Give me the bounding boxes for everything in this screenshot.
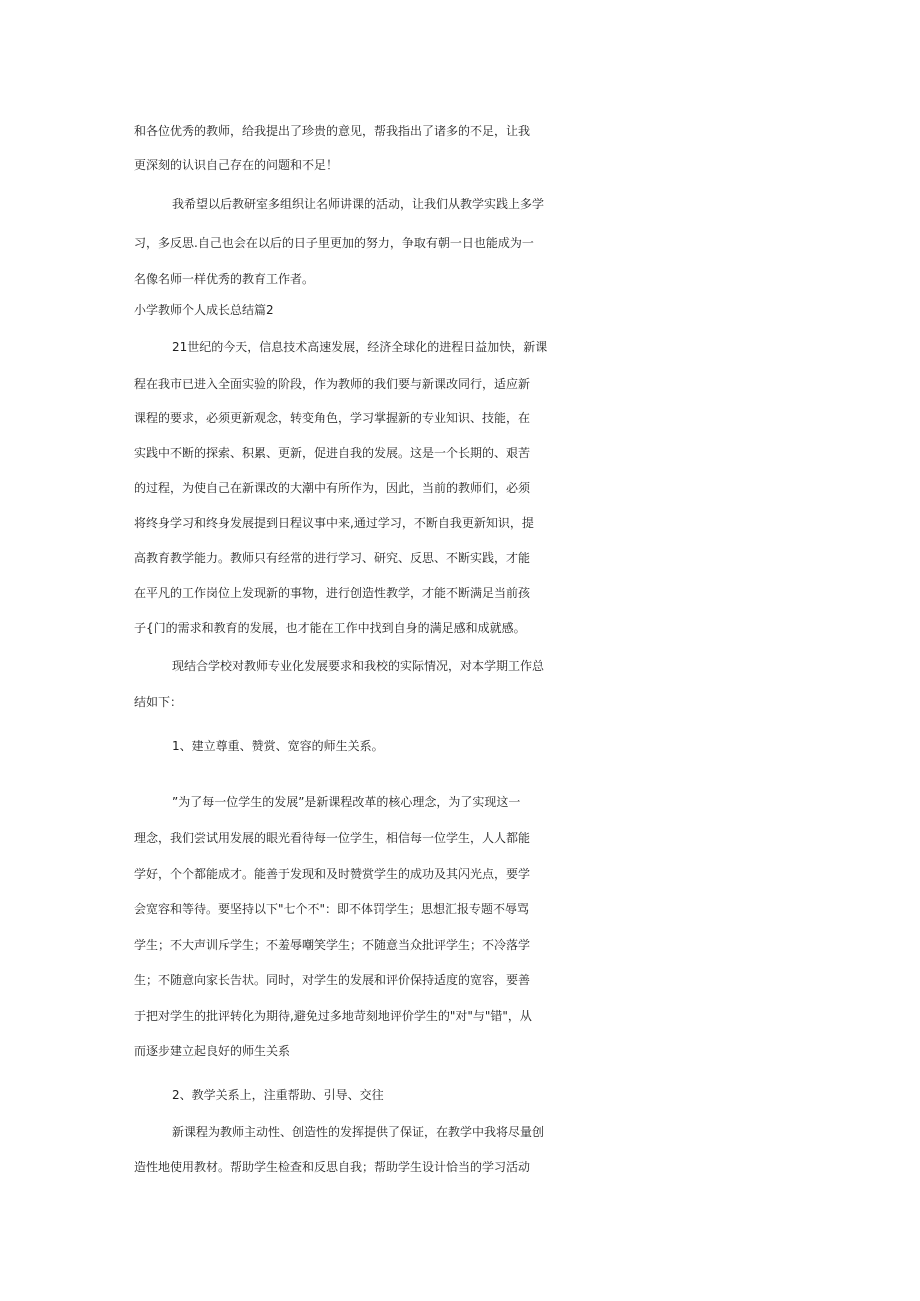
text-line-3: 我希望以后教研室多组织让名师讲课的活动，让我们从教学实践上多学 bbox=[172, 197, 545, 211]
text-line-13: 高教育教学能力。教师只有经常的进行学习、研究、反思、不断实践，才能 bbox=[134, 551, 531, 565]
text-line-23: 学生；不大声训斥学生；不羞辱嘲笑学生；不随意当众批评学生；不冷落学 bbox=[134, 938, 531, 952]
text-line-21: 学好，个个都能成才。能善于发现和及时赞赏学生的成功及其闪光点，要学 bbox=[134, 867, 531, 881]
text-line-10: 实践中不断的探索、积累、更新，促进自我的发展。这是一个长期的、艰苦 bbox=[134, 446, 531, 460]
text-line-29: 造性地使用教材。帮助学生检查和反思自我；帮助学生设计恰当的学习活动 bbox=[134, 1160, 531, 1174]
text-line-11: 的过程，为使自己在新课改的大潮中有所作为，因此，当前的教师们，必须 bbox=[134, 481, 531, 495]
text-line-19: ”为了每一位学生的发展”是新课程改革的核心理念，为了实现这一 bbox=[172, 795, 521, 809]
text-line-15: 子{门的需求和教育的发展，也才能在工作中找到自身的满足感和成就感。 bbox=[134, 621, 526, 635]
text-line-8: 程在我市已进入全面实验的阶段，作为教师的我们要与新课改同行，适应新 bbox=[134, 377, 531, 391]
text-line-2: 更深刻的认识自己存在的问题和不足！ bbox=[134, 158, 339, 172]
text-line-22: 会宽容和等待。要坚持以下"七个不"：即不体罚学生；思想汇报专题不辱骂 bbox=[134, 902, 530, 916]
text-line-17: 结如下： bbox=[134, 695, 183, 709]
text-line-12: 将终身学习和终身发展提到日程议事中来,通过学习，不断自我更新知识，提 bbox=[134, 516, 534, 530]
text-line-14: 在平凡的工作岗位上发现新的事物，进行创造性教学，才能不断满足当前孩 bbox=[134, 586, 531, 600]
text-line-4: 习，多反思.自己也会在以后的日子里更加的努力，争取有朝一日也能成为一 bbox=[134, 236, 534, 250]
text-line-24: 生；不随意向家长告状。同时，对学生的发展和评价保持适度的宽容，要善 bbox=[134, 973, 531, 987]
text-line-25: 于把对学生的批评转化为期待,避免过多地苛刻地评价学生的"对"与"错"，从 bbox=[134, 1009, 532, 1023]
text-line-16: 现结合学校对教师专业化发展要求和我校的实际情况，对本学期工作总 bbox=[172, 659, 545, 673]
text-line-1: 和各位优秀的教师，给我提出了珍贵的意见，帮我指出了诸多的不足，让我 bbox=[134, 124, 531, 138]
list-item-2-heading: 2、教学关系上，注重帮助、引导、交往 bbox=[172, 1088, 384, 1102]
text-line-9: 课程的要求，必须更新观念，转变角色，学习掌握新的专业知识、技能，在 bbox=[134, 411, 531, 425]
text-line-26: 而逐步建立起良好的师生关系 bbox=[134, 1044, 291, 1058]
text-line-5: 名像名师一样优秀的教育工作者。 bbox=[134, 272, 315, 286]
text-line-7: 21世纪的今天，信息技术高速发展，经济全球化的进程日益加快，新课 bbox=[172, 340, 548, 354]
section-heading: 小学教师个人成长总结篇2 bbox=[134, 303, 274, 317]
list-item-1-heading: 1、建立尊重、赞赏、宽容的师生关系。 bbox=[172, 739, 384, 753]
text-line-20: 理念，我们尝试用发展的眼光看待每一位学生，相信每一位学生，人人都能 bbox=[134, 831, 531, 845]
text-line-28: 新课程为教师主动性、创造性的发挥提供了保证，在教学中我将尽量创 bbox=[172, 1125, 545, 1139]
